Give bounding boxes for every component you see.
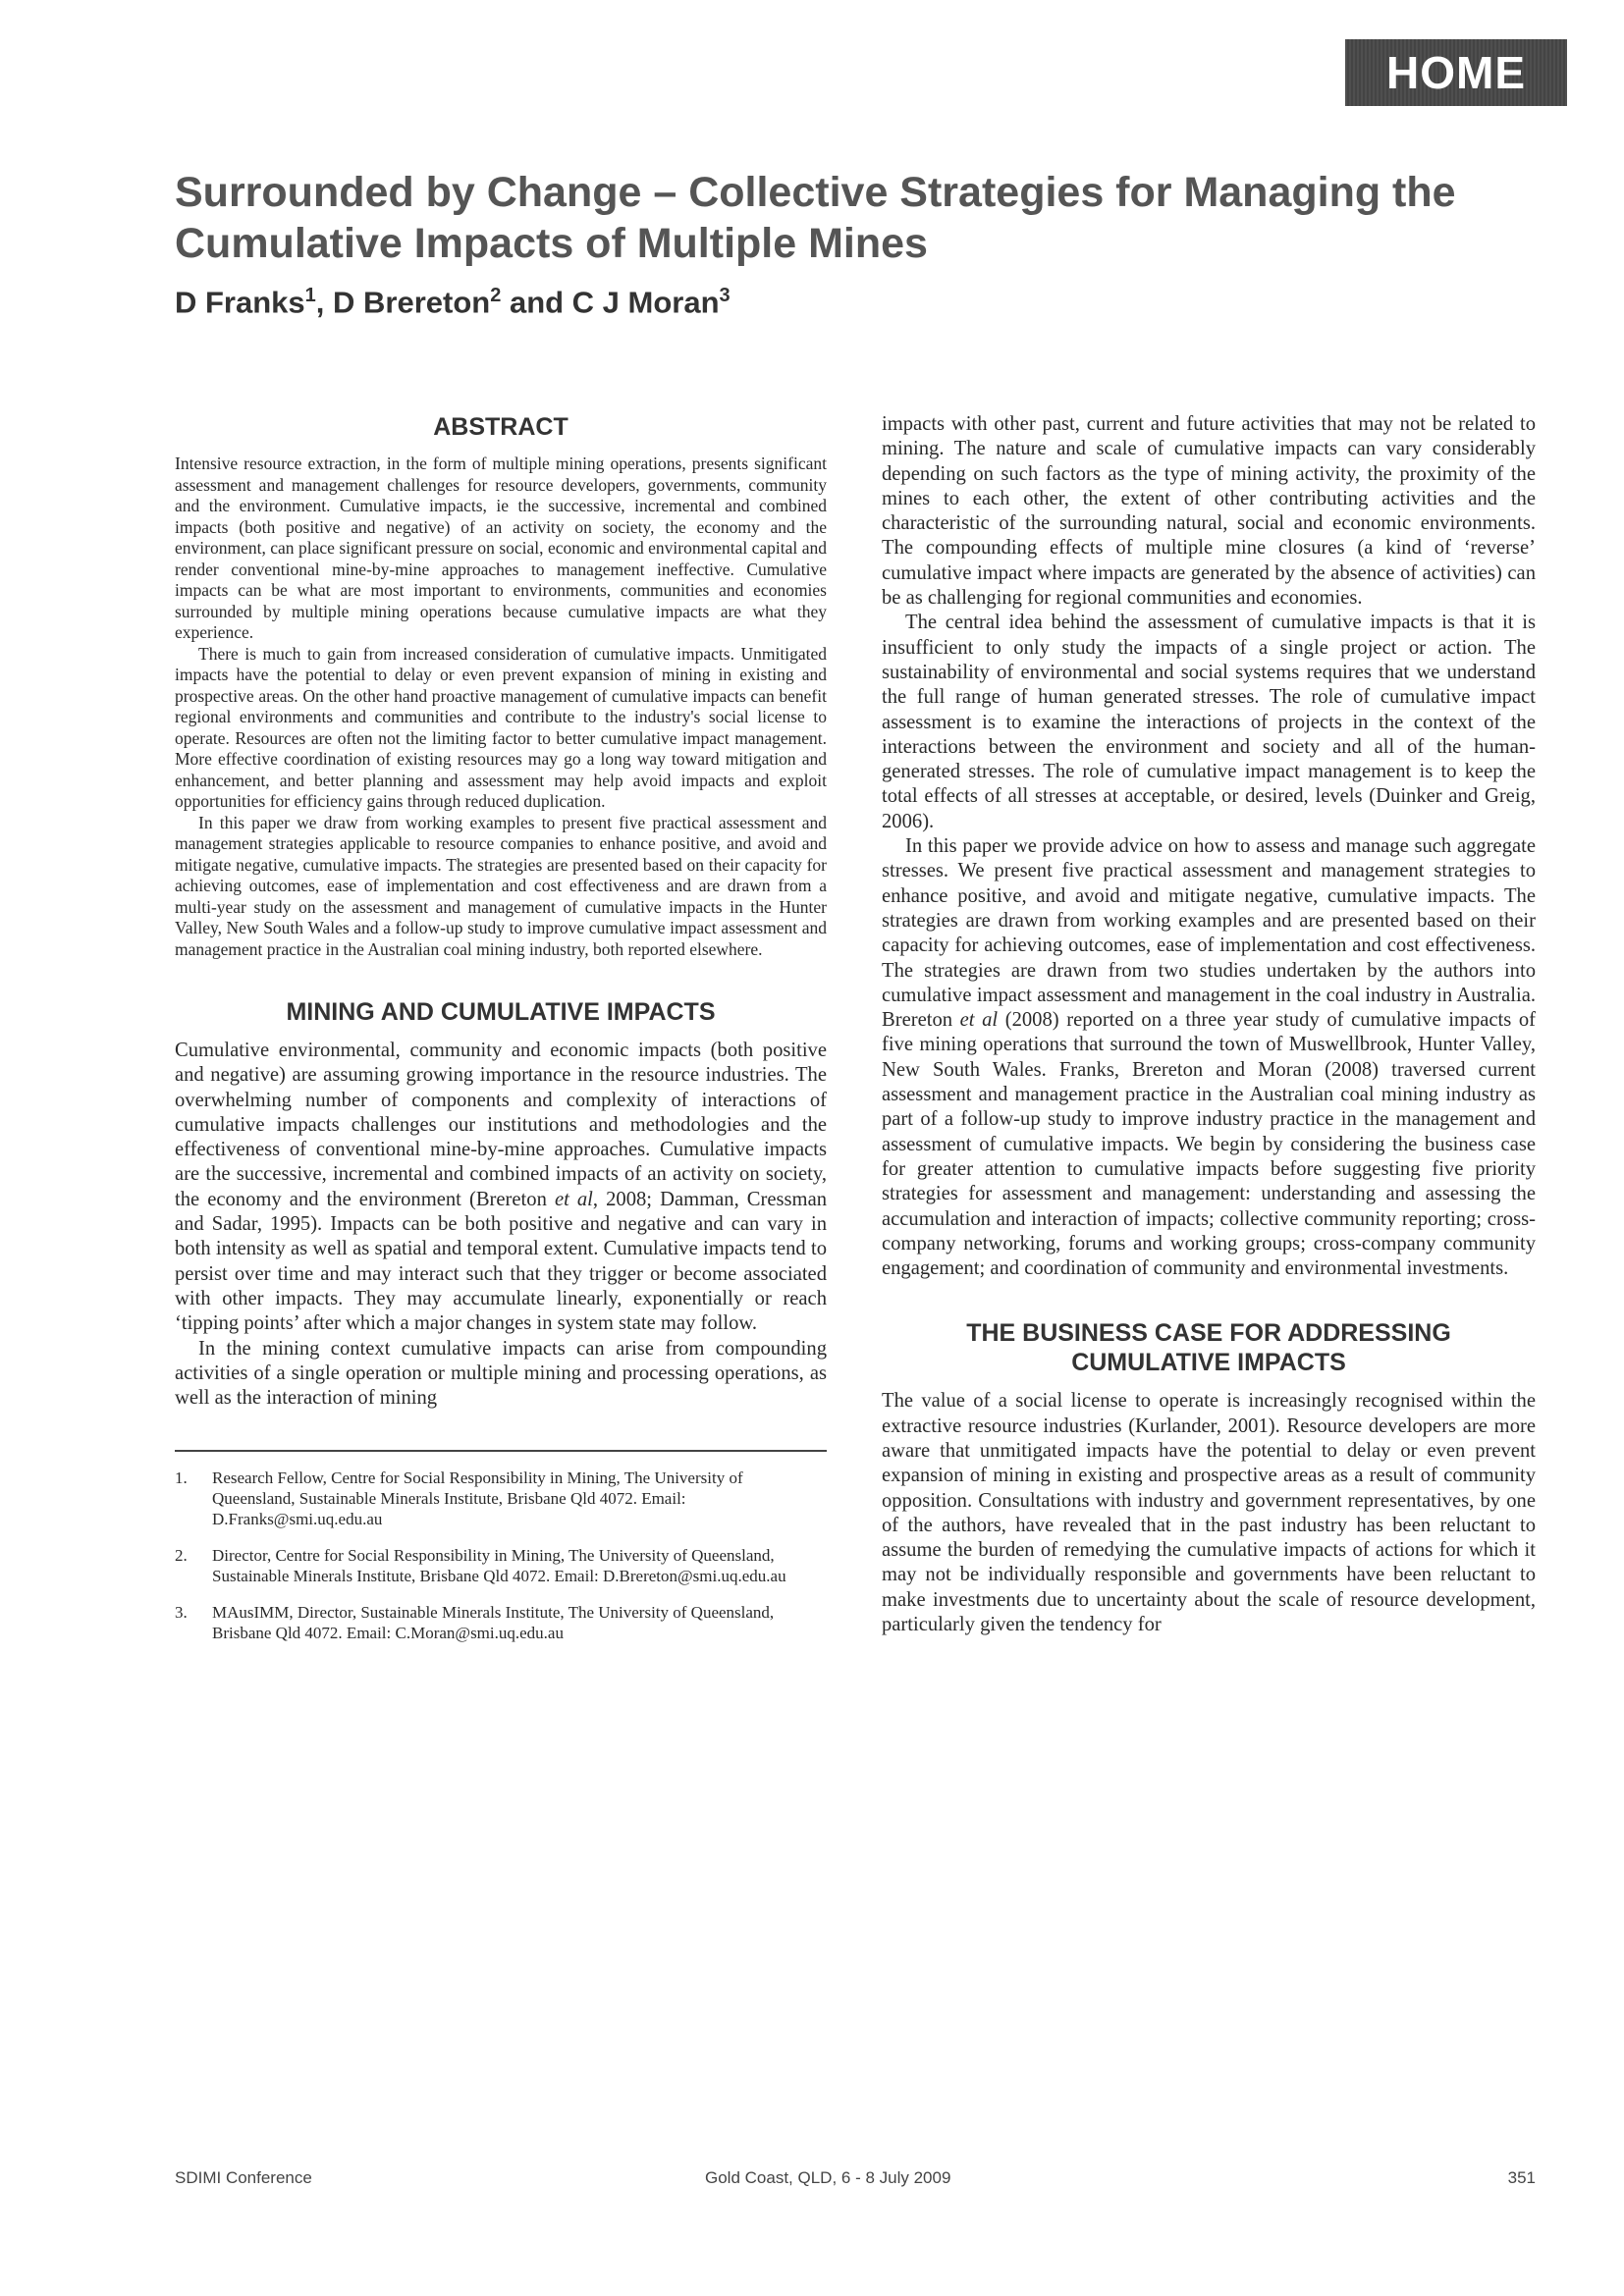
abstract-paragraph: In this paper we draw from working examples to present five practical assessment and management strategies applicable to resource companies to enhance positive, and avoid and mitigate negative, cumulative impacts. The strategies are presented based on their capacity for achieving outcomes, ease of implementation and cost effectiveness and are drawn from a multi-year study on the assessment and management of cumulative impacts in the Hunter Valley, New South Wales and a follow-up study to improve cumulative impact assessment and management practice in the Australian coal mining industry, both reported elsewhere. (175, 812, 827, 959)
page-number: 351 (1507, 2168, 1536, 2187)
section-heading-line: CUMULATIVE IMPACTS (1071, 1349, 1346, 1377)
text-run: In this paper we provide advice on how to assess and manage such aggregate stresses. We present five practical assessment and management strategies to enhance positive, and avoid and mitigate negative, cumulative impacts. The strategies are drawn from working examples and are presented based on their capacity for achieving outcomes, ease of implementation and cost effectiveness. The strategies are drawn from two studies undertaken by the authors into cumulative impact assessment and management in the coal industry in Australia. Brereton (882, 835, 1536, 1032)
author-moran: and C J Moran (501, 285, 720, 320)
section-heading (882, 1318, 1536, 1377)
footnote-number: 3. (175, 1603, 188, 1623)
title-line-2: Cumulative Impacts of Multiple Mines (175, 220, 928, 267)
affil-mark-1: 1 (304, 285, 316, 306)
section-business-case (882, 1318, 1536, 1637)
footer-location-date: Gold Coast, QLD, 6 - 8 July 2009 (705, 2168, 951, 2187)
section-heading-line: THE BUSINESS CASE FOR ADDRESSING (966, 1319, 1451, 1348)
footnote (175, 1545, 827, 1586)
section-heading: MINING AND CUMULATIVE IMPACTS (286, 998, 716, 1026)
footnotes (175, 1450, 827, 1643)
authors-line (175, 285, 731, 320)
body-paragraph (882, 834, 1536, 1281)
text-run: , 2008; Damman, Cressman and Sadar, 1995). Impacts can be both positive and negative and can vary in both intensity as well as spatial and temporal extent. Cumulative impacts tend to persist over time and may interact such that they trigger or become associated with other impacts. They may accumulate linearly, exponentially or reach ‘tipping points’ after which a major changes in system state may follow. (175, 1188, 828, 1335)
abstract-paragraph: Intensive resource extraction, in the form of multiple mining operations, presents significant assessment and management challenges for resource developers, governments, community and the environment. Cumulative impacts, ie the successive, incremental and combined impacts (both positive and negative) of an activity on society, the economy and the environment, can place significant pressure on social, economic and environmental capital and render conventional mine-by-mine approaches to management ineffective. Cumulative impacts can be what are most important to environments, communities and economies surrounded by multiple mining operations because cumulative impacts are what they experience. (175, 454, 827, 642)
affil-mark-3: 3 (719, 285, 731, 306)
footnote (175, 1602, 827, 1643)
footnote-number: 1. (175, 1468, 188, 1488)
right-column (882, 412, 1536, 1637)
footnote-number: 2. (175, 1546, 188, 1566)
home-button[interactable]: HOME (1345, 39, 1567, 106)
author-brereton: , D Brereton (315, 285, 491, 320)
footnote-text: Director, Centre for Social Responsibility in Mining, The University of Queensland, Sustainable Minerals Institute, Brisbane Qld 4072. Email: D.Brereton@smi.uq.edu.au (212, 1546, 786, 1586)
title-line-1: Surrounded by Change – Collective Strategies for Managing the (175, 169, 1456, 216)
text-run-italic: et al (959, 1009, 999, 1032)
text-run: Cumulative environmental, community and economic impacts (both positive and negative) are assuming growing importance in the resource industries. The overwhelming number of components and complexity of interactions of cumulative impacts challenges our institutions and methodologies and the effectiveness of conventional mine-by-mine approaches. Cumulative impacts are the successive, incremental and combined impacts of an activity on society, the economy and the environment (Brereton (175, 1040, 827, 1210)
author-franks: D Franks (175, 285, 305, 320)
abstract-paragraph: There is much to gain from increased consideration of cumulative impacts. Unmitigated impacts have the potential to delay or even prevent expansion of mining in existing and prospective areas. On the other hand proactive management of cumulative impacts can benefit regional environments and communities and contribute to the industry's social license to operate. Resources are often not the limiting factor to better cumulative impact management. More effective coordination of existing resources may go a long way toward mitigation and enhancement, and better planning and assessment may help avoid impacts and exploit opportunities for efficiency gains through reduced duplication. (175, 643, 827, 811)
page-footer (175, 2168, 1536, 2194)
abstract-section (175, 412, 827, 960)
footnote-text: MAusIMM, Director, Sustainable Minerals Institute, The University of Queensland, Brisbane Qld 4072. Email: C.Moran@smi.uq.edu.au (212, 1603, 775, 1643)
abstract-heading: ABSTRACT (433, 413, 568, 441)
footnote-text: Research Fellow, Centre for Social Responsibility in Mining, The University of Queensland, Sustainable Minerals Institute, Brisbane Qld 4072. Email: D.Franks@smi.uq.edu.au (212, 1468, 743, 1529)
section-mining-cumulative-impacts (175, 997, 827, 1411)
affil-mark-2: 2 (490, 285, 502, 306)
body-paragraph: The central idea behind the assessment of cumulative impacts is that it is insufficient to only study the impacts of a single project or action. The sustainability of environmental and social systems requires that we understand the full range of human generated stresses. The role of cumulative impact assessment is to examine the interactions of projects in the context of the interactions between the environment and society and all of the human-generated stresses. The role of cumulative impact management is to keep the total effects of all stresses at acceptable, or desired, levels (Duinker and Greig, 2006). (882, 612, 1536, 832)
body-paragraph: impacts with other past, current and future activities that may not be related to mining. The nature and scale of cumulative impacts can vary considerably depending on such factors as the type of mining activity, the proximity of the mines to each other, the extent of other contributing activities and the characteristic of the surrounding natural, social and economic environments. The compounding effects of multiple mine closures (a kind of ‘reverse’ cumulative impact where impacts are generated by the absence of activities) can be as challenging for regional communities and economies. (882, 413, 1536, 610)
body-paragraph (175, 1039, 827, 1337)
text-run-italic: et al (554, 1188, 593, 1210)
paper-title (175, 167, 1549, 269)
left-column (175, 412, 827, 1659)
text-run: (2008) reported on a three year study of cumulative impacts of five mining operations that surround the town of Muswellbrook, Hunter Valley, New South Wales. Franks, Brereton and Moran (2008) traversed current assessment and management practice in the Australian coal mining industry as part of a follow-up study to improve industry practice in the management and assessment of cumulative impacts. We begin by considering the business case for greater attention to cumulative impacts before suggesting five priority strategies for assessment and management: understanding and assessing the accumulation and interaction of impacts; collective community reporting; cross-company networking, forums and working groups; cross-company community engagement; and coordination of community and environmental investments. (882, 1009, 1537, 1280)
footnote (175, 1468, 827, 1529)
footer-conference: SDIMI Conference (175, 2168, 312, 2187)
body-paragraph: In the mining context cumulative impacts can arise from compounding activities of a single operation or multiple mining and processing operations, as well as the interaction of mining (175, 1337, 827, 1410)
body-paragraph: The value of a social license to operate is increasingly recognised within the extractive resource industries (Kurlander, 2001). Resource developers are more aware that unmitigated impacts have the potential to delay or even prevent expansion of mining in existing and prospective areas as a result of community opposition. Consultations with industry and government representatives, by one of the authors, have revealed that in the past industry has been reluctant to assume the burden of remedying the cumulative impacts of actions for which it may not be individually responsible and governments have been reluctant to make investments due to uncertainty about the scale of resource development, particularly given the tendency for (882, 1390, 1536, 1636)
